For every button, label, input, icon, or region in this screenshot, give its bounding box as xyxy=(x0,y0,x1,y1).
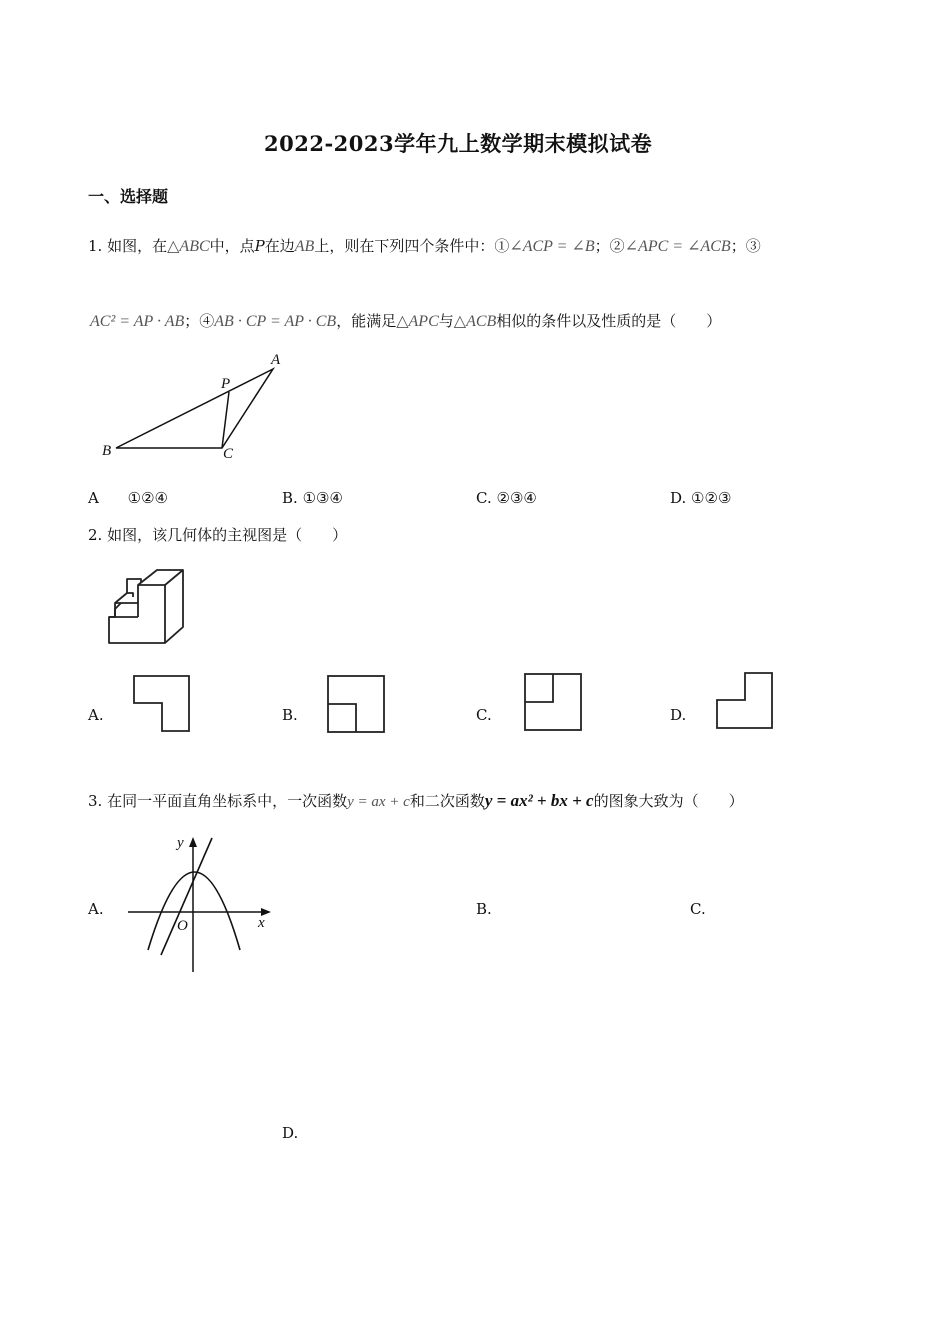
triangle-figure xyxy=(95,345,295,470)
math-ab: AB xyxy=(294,238,315,255)
parabola xyxy=(148,872,240,950)
y-label: y xyxy=(177,835,184,851)
question-text: ；② xyxy=(594,237,625,255)
option-c-figure[interactable] xyxy=(524,673,583,732)
label-a: A xyxy=(271,352,281,368)
question-text: 在同一平面直角坐标系中，一次函数 xyxy=(107,792,348,810)
option-a-figure[interactable] xyxy=(133,675,191,733)
option-c[interactable]: C. xyxy=(690,900,706,918)
label-b: B xyxy=(102,443,112,459)
option-d[interactable] xyxy=(670,489,731,507)
label-c: C xyxy=(223,446,234,462)
question-text: 如图，该几何体的主视图是（ ） xyxy=(107,526,348,544)
l-shape xyxy=(134,676,189,731)
math-condition-4: AB · CP = AP · CB xyxy=(214,313,337,330)
question-number: 3. xyxy=(88,792,103,810)
option-c[interactable]: C. xyxy=(476,706,492,724)
option-b-figure[interactable] xyxy=(327,675,386,733)
label-p: P xyxy=(221,376,231,392)
inner-lines xyxy=(328,704,356,732)
solid-figure xyxy=(105,565,190,650)
option-d[interactable]: D. xyxy=(282,1124,299,1142)
math-linear-function: y = ax + c xyxy=(347,794,410,810)
front-face xyxy=(109,585,165,643)
question-text: 相似的条件以及性质的是（ ） xyxy=(496,312,722,330)
math-quadratic-function: y = ax² + bx + c xyxy=(484,791,594,810)
option-label: D. xyxy=(670,489,687,507)
y-arrow xyxy=(189,837,197,847)
option-b[interactable]: B. xyxy=(476,900,492,918)
section-heading: 一、选择题 xyxy=(88,187,169,206)
question-text: 如图，在 xyxy=(107,237,168,255)
l-shape xyxy=(717,673,772,728)
option-a-graph[interactable] xyxy=(125,830,275,975)
option-d-figure[interactable] xyxy=(716,672,775,730)
question-text: ；④ xyxy=(184,312,215,330)
question-text: ，能满足 xyxy=(336,312,397,330)
inner-lines xyxy=(525,674,553,702)
point-p: P xyxy=(254,237,265,255)
question-number: 2. xyxy=(88,526,103,544)
question-3 xyxy=(88,790,744,811)
triangle-abc xyxy=(116,369,273,448)
option-c[interactable] xyxy=(476,489,537,507)
math-triangle-acb: △ACB xyxy=(453,313,497,330)
x-label: x xyxy=(258,915,265,931)
option-a[interactable]: A. xyxy=(88,706,104,724)
question-2 xyxy=(88,524,347,545)
option-text: ①③④ xyxy=(302,489,343,507)
question-1-line-1 xyxy=(88,235,761,256)
option-text: ①②④ xyxy=(127,489,168,507)
math-triangle-apc: △APC xyxy=(396,313,439,330)
question-text: 与 xyxy=(438,312,454,330)
question-text: ；③ xyxy=(730,237,761,255)
question-1-line-2 xyxy=(90,310,721,331)
question-number: 1. xyxy=(88,237,103,255)
option-a[interactable] xyxy=(88,489,168,507)
origin-label: O xyxy=(177,918,188,934)
question-text: 在边 xyxy=(264,237,295,255)
option-b[interactable]: B. xyxy=(282,706,298,724)
option-d[interactable]: D. xyxy=(670,706,687,724)
question-text: 上，则在下列四个条件中：① xyxy=(314,237,510,255)
option-a[interactable]: A. xyxy=(88,900,104,918)
option-text: ②③④ xyxy=(496,489,537,507)
option-label: A xyxy=(88,489,99,507)
top-face xyxy=(138,570,183,585)
math-condition-2: ∠APC = ∠ACB xyxy=(624,238,731,255)
option-b[interactable] xyxy=(282,489,343,507)
math-condition-1: ∠ACP = ∠B xyxy=(509,238,595,255)
option-text: ①②③ xyxy=(691,489,732,507)
page-title: 2022-2023学年九上数学期末模拟试卷 xyxy=(264,131,653,156)
side-face xyxy=(165,570,183,643)
question-text: 的图象大致为（ ） xyxy=(593,792,744,810)
math-condition-3: AC² = AP · AB xyxy=(90,313,185,330)
question-text: 中，点 xyxy=(209,237,255,255)
math-triangle-abc: △ABC xyxy=(167,238,210,255)
option-label: C. xyxy=(476,489,492,507)
option-label: B. xyxy=(282,489,298,507)
question-text: 和二次函数 xyxy=(409,792,485,810)
step-edges xyxy=(115,603,121,617)
